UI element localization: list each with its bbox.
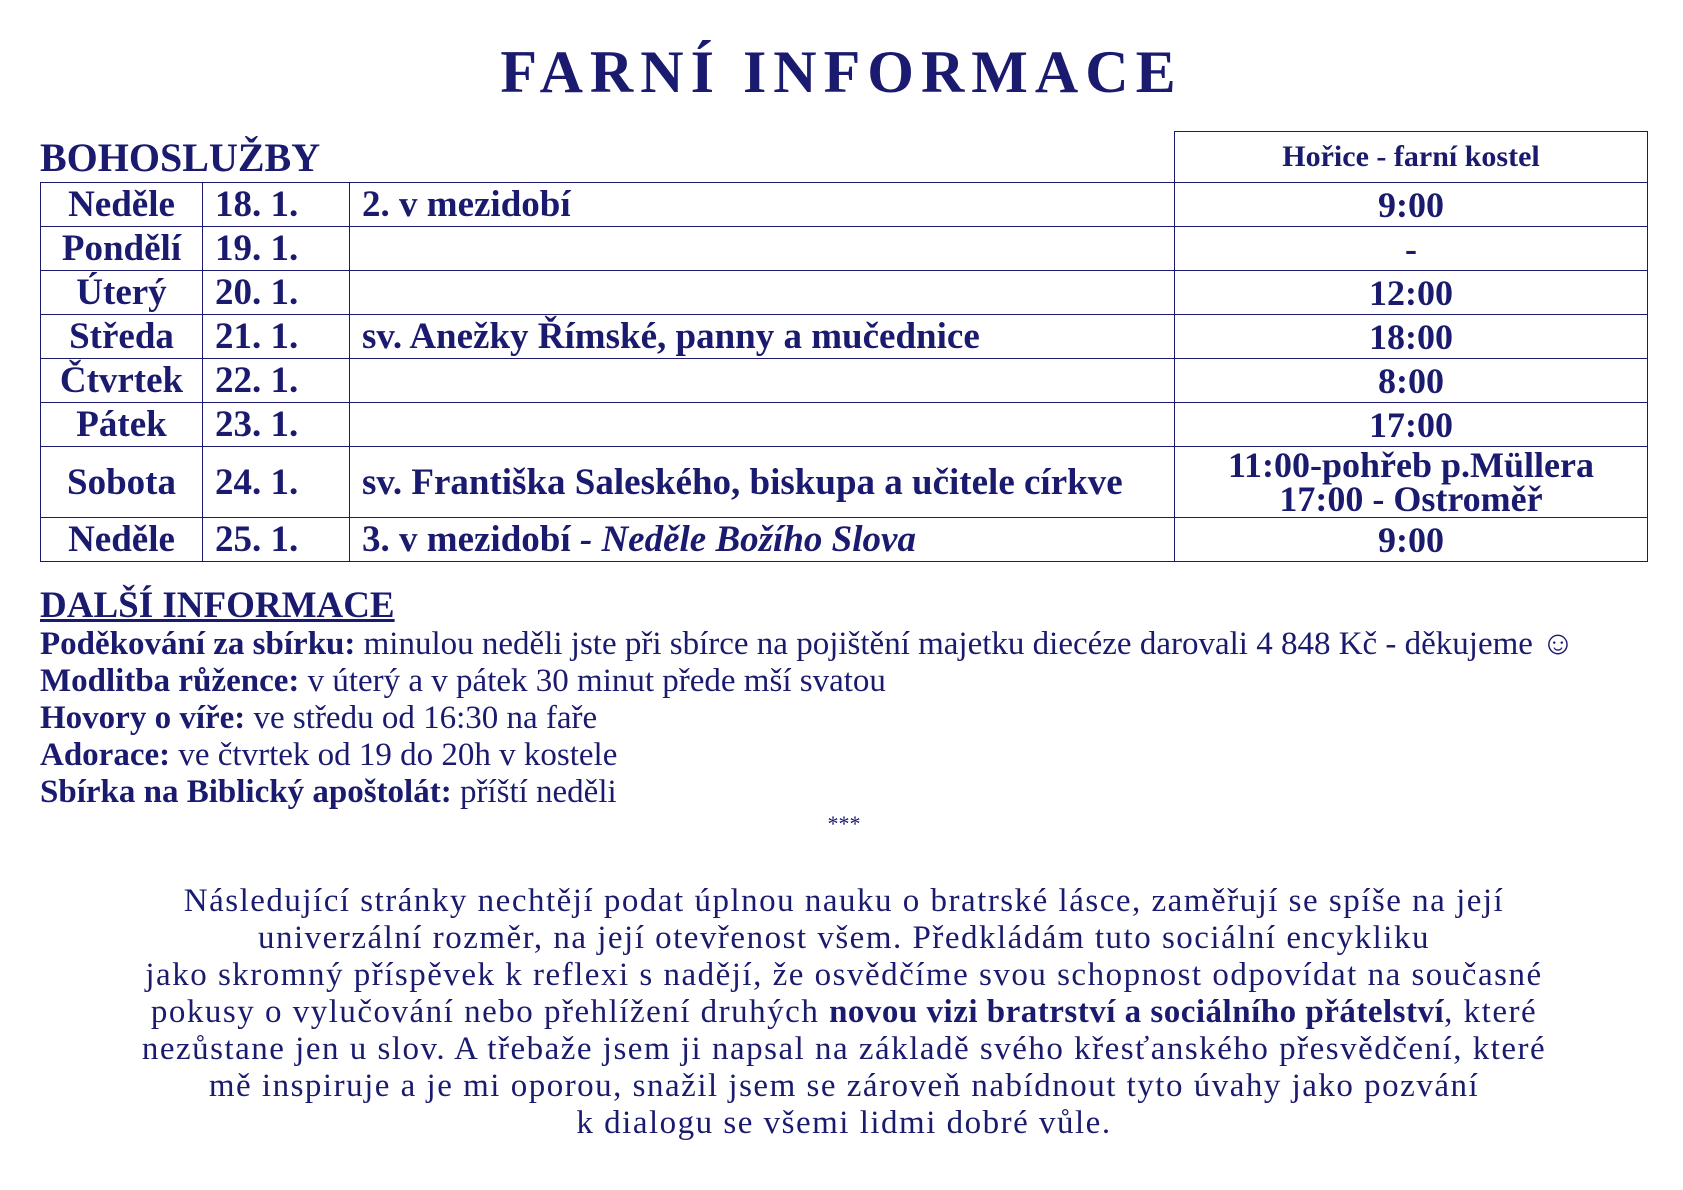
table-row: [41, 227, 1175, 271]
table-row: [41, 315, 1175, 359]
info-item: [40, 663, 1648, 700]
day-cell: Středa: [41, 315, 203, 359]
date-cell: 24. 1.: [203, 447, 350, 518]
day-cell: Sobota: [41, 447, 203, 518]
time-cell: [1175, 447, 1648, 518]
desc-italic-text: - Neděle Božího Slova: [579, 519, 916, 560]
time-row: [1175, 227, 1648, 271]
info-label: Modlitba růžence:: [40, 663, 300, 699]
time-row: [1175, 518, 1648, 562]
time-cell: 18:00: [1175, 315, 1648, 359]
desc-cell: [350, 403, 1175, 447]
quote-line: univerzální rozměr, na její otevřenost všem. Předkládám tuto sociální encykliku: [258, 920, 1430, 956]
quote-text: pokusy o vylučování nebo přehlížení druhých: [150, 994, 830, 1030]
info-text: ve středu od 16:30 na faře: [245, 700, 598, 736]
table-row: [41, 271, 1175, 315]
day-cell: Pátek: [41, 403, 203, 447]
quote-bold-text: novou vizi bratrství a sociálního přátelství: [829, 994, 1445, 1030]
desc-cell: sv. Františka Saleského, biskupa a učitele církve: [350, 447, 1175, 518]
table-row: [41, 359, 1175, 403]
services-table: [40, 182, 1175, 562]
desc-cell: [350, 227, 1175, 271]
info-label: Poděkování za sbírku:: [40, 626, 356, 662]
day-cell: Neděle: [41, 183, 203, 227]
quote-line: nezůstane jen u slov. A třebaže jsem ji napsal na základě svého křesťanského přesvědčení, které: [141, 1031, 1547, 1067]
quote-line: jako skromný příspěvek k reflexi s nadějí, že osvědčíme svou schopnost odpovídat na současné: [145, 957, 1543, 993]
quote-line: k dialogu se všemi lidmi dobré vůle.: [576, 1105, 1112, 1141]
info-text: minulou neděli jste při sbírce na pojištění majetku diecéze darovali 4 848 Kč - děkujeme ☺: [355, 626, 1575, 662]
date-cell: 25. 1.: [203, 518, 350, 562]
day-cell: Pondělí: [41, 227, 203, 271]
time-cell: -: [1175, 227, 1648, 271]
date-cell: 22. 1.: [203, 359, 350, 403]
info-text: příští neděli: [451, 774, 617, 810]
table-row: [41, 183, 1175, 227]
day-cell: Úterý: [41, 271, 203, 315]
date-cell: 20. 1.: [203, 271, 350, 315]
desc-text: 2. v mezidobí: [362, 184, 571, 225]
time-row: [1175, 315, 1648, 359]
quote-block: [40, 883, 1648, 1142]
page-title: FARNÍ INFORMACE: [500, 39, 1183, 105]
info-item: [40, 626, 1648, 663]
location-header: Hořice - farní kostel: [1175, 132, 1648, 183]
times-table: [1174, 131, 1648, 562]
time-row: [1175, 403, 1648, 447]
date-cell: 23. 1.: [203, 403, 350, 447]
info-heading: DALŠÍ INFORMACE: [40, 585, 395, 626]
desc-cell: [350, 518, 1175, 562]
quote-line: mě inspiruje a je mi oporou, snažil jsem se zároveň nabídnout tyto úvahy jako pozvání: [208, 1068, 1480, 1104]
time-cell: 9:00: [1175, 183, 1648, 227]
time-row: [1175, 271, 1648, 315]
quote-text: , které: [1444, 994, 1538, 1030]
info-item: [40, 737, 1648, 774]
desc-cell: sv. Anežky Římské, panny a mučednice: [350, 315, 1175, 359]
time-cell: 17:00: [1175, 403, 1648, 447]
services-heading: BOHOSLUŽBY: [40, 135, 321, 180]
info-item: [40, 774, 1648, 811]
table-row: [41, 447, 1175, 518]
date-cell: 21. 1.: [203, 315, 350, 359]
day-cell: Neděle: [41, 518, 203, 562]
table-row: [41, 403, 1175, 447]
desc-text: 3. v mezidobí: [362, 519, 580, 560]
time-row: [1175, 447, 1648, 518]
time-cell: 12:00: [1175, 271, 1648, 315]
table-row: [41, 518, 1175, 562]
date-cell: 18. 1.: [203, 183, 350, 227]
info-text: ve čtvrtek od 19 do 20h v kostele: [170, 737, 618, 773]
desc-cell: [350, 359, 1175, 403]
desc-cell: [350, 271, 1175, 315]
date-cell: 19. 1.: [203, 227, 350, 271]
time-cell: 8:00: [1175, 359, 1648, 403]
info-item: [40, 700, 1648, 737]
info-label: Adorace:: [40, 737, 171, 773]
info-label: Sbírka na Biblický apoštolát:: [40, 774, 452, 810]
info-label: Hovory o víře:: [40, 700, 246, 736]
separator: ***: [827, 811, 861, 836]
day-cell: Čtvrtek: [41, 359, 203, 403]
time-line: 11:00-pohřeb p.Müllera: [1228, 445, 1594, 485]
time-row: [1175, 359, 1648, 403]
times-header-row: [1175, 132, 1648, 183]
time-cell: 9:00: [1175, 518, 1648, 562]
quote-line: Následující stránky nechtějí podat úplnou nauku o bratrské lásce, zaměřují se spíše na její: [183, 883, 1505, 919]
desc-cell: [350, 183, 1175, 227]
info-text: v úterý a v pátek 30 minut přede mší svatou: [299, 663, 886, 699]
time-row: [1175, 183, 1648, 227]
time-line: 17:00 - Ostroměř: [1279, 479, 1543, 519]
info-section: [40, 586, 1648, 837]
quote-line: [40, 994, 1648, 1031]
